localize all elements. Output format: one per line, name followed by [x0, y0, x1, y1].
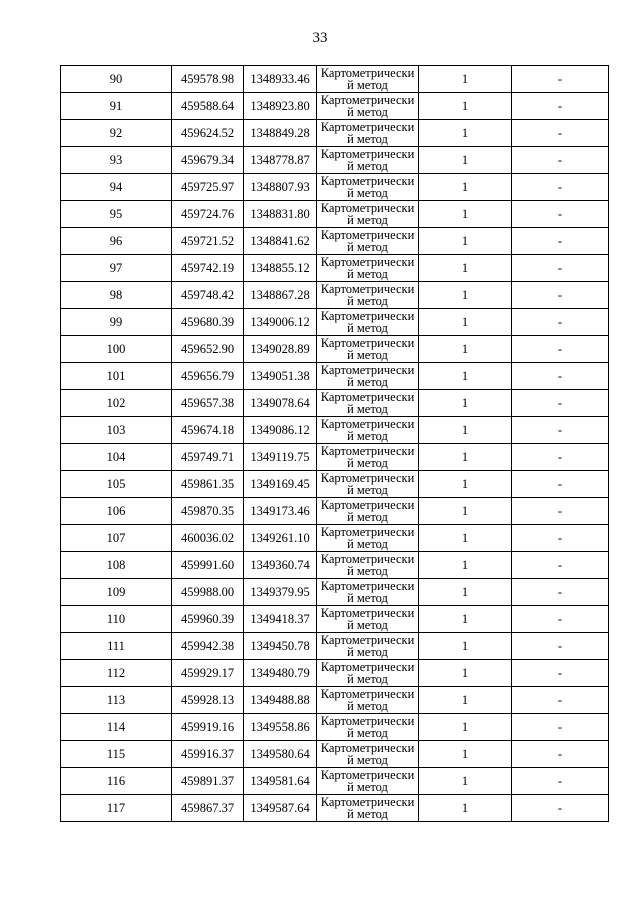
note-cell: -: [512, 336, 609, 363]
note-cell: -: [512, 525, 609, 552]
accuracy-cell: 1: [419, 606, 512, 633]
method-line: Картометрически: [320, 714, 415, 728]
note-cell: -: [512, 714, 609, 741]
note-cell: -: [512, 444, 609, 471]
accuracy-cell: 1: [419, 93, 512, 120]
method-line: й метод: [347, 294, 388, 308]
method-cell: [317, 255, 419, 282]
point-number-cell: 93: [61, 147, 172, 174]
note-cell: -: [512, 282, 609, 309]
method-cell: [317, 66, 419, 93]
point-number-cell: 111: [61, 633, 172, 660]
method-line: Картометрически: [320, 579, 415, 593]
note-cell: -: [512, 741, 609, 768]
accuracy-cell: 1: [419, 174, 512, 201]
y-coordinate-cell: 1348867.28: [244, 282, 317, 309]
note-cell: -: [512, 66, 609, 93]
method-line: й метод: [347, 105, 388, 119]
note-cell: -: [512, 579, 609, 606]
note-cell: -: [512, 795, 609, 822]
x-coordinate-cell: 459929.17: [172, 660, 244, 687]
method-line: Картометрически: [320, 147, 415, 161]
table-row: [61, 282, 609, 309]
accuracy-cell: 1: [419, 444, 512, 471]
note-cell: -: [512, 228, 609, 255]
point-number-cell: 97: [61, 255, 172, 282]
method-line: й метод: [347, 537, 388, 551]
point-number-cell: 105: [61, 471, 172, 498]
method-line: й метод: [347, 780, 388, 794]
accuracy-cell: 1: [419, 525, 512, 552]
method-cell: [317, 201, 419, 228]
point-number-cell: 91: [61, 93, 172, 120]
table-row: [61, 417, 609, 444]
x-coordinate-cell: 459679.34: [172, 147, 244, 174]
table-row: [61, 525, 609, 552]
method-line: й метод: [347, 618, 388, 632]
accuracy-cell: 1: [419, 201, 512, 228]
method-line: й метод: [347, 186, 388, 200]
accuracy-cell: 1: [419, 120, 512, 147]
method-line: й метод: [347, 159, 388, 173]
point-number-cell: 112: [61, 660, 172, 687]
method-line: Картометрически: [320, 255, 415, 269]
accuracy-cell: 1: [419, 498, 512, 525]
y-coordinate-cell: 1349418.37: [244, 606, 317, 633]
note-cell: -: [512, 309, 609, 336]
y-coordinate-cell: 1349558.86: [244, 714, 317, 741]
note-cell: -: [512, 174, 609, 201]
x-coordinate-cell: 459588.64: [172, 93, 244, 120]
point-number-cell: 107: [61, 525, 172, 552]
method-line: й метод: [347, 699, 388, 713]
y-coordinate-cell: 1348923.80: [244, 93, 317, 120]
accuracy-cell: 1: [419, 309, 512, 336]
table-row: [61, 255, 609, 282]
table-row: [61, 228, 609, 255]
method-line: й метод: [347, 753, 388, 767]
method-cell: [317, 174, 419, 201]
note-cell: -: [512, 255, 609, 282]
x-coordinate-cell: 459742.19: [172, 255, 244, 282]
point-number-cell: 94: [61, 174, 172, 201]
accuracy-cell: 1: [419, 714, 512, 741]
table-row: [61, 687, 609, 714]
point-number-cell: 117: [61, 795, 172, 822]
accuracy-cell: 1: [419, 660, 512, 687]
method-cell: [317, 768, 419, 795]
method-line: й метод: [347, 483, 388, 497]
note-cell: -: [512, 417, 609, 444]
method-line: Картометрически: [320, 444, 415, 458]
y-coordinate-cell: 1349006.12: [244, 309, 317, 336]
method-cell: [317, 795, 419, 822]
point-number-cell: 100: [61, 336, 172, 363]
method-line: й метод: [347, 591, 388, 605]
note-cell: -: [512, 498, 609, 525]
method-line: й метод: [347, 240, 388, 254]
y-coordinate-cell: 1349086.12: [244, 417, 317, 444]
method-line: Картометрически: [320, 228, 415, 242]
x-coordinate-cell: 459942.38: [172, 633, 244, 660]
accuracy-cell: 1: [419, 282, 512, 309]
accuracy-cell: 1: [419, 336, 512, 363]
x-coordinate-cell: 459724.76: [172, 201, 244, 228]
x-coordinate-cell: 459656.79: [172, 363, 244, 390]
point-number-cell: 113: [61, 687, 172, 714]
table-row: [61, 444, 609, 471]
method-line: Картометрически: [320, 768, 415, 782]
method-line: Картометрически: [320, 552, 415, 566]
method-line: Картометрически: [320, 525, 415, 539]
method-line: й метод: [347, 132, 388, 146]
x-coordinate-cell: 459578.98: [172, 66, 244, 93]
y-coordinate-cell: 1349051.38: [244, 363, 317, 390]
y-coordinate-cell: 1349169.45: [244, 471, 317, 498]
method-line: й метод: [347, 375, 388, 389]
x-coordinate-cell: 459749.71: [172, 444, 244, 471]
point-number-cell: 95: [61, 201, 172, 228]
y-coordinate-cell: 1348831.80: [244, 201, 317, 228]
method-line: Картометрически: [320, 741, 415, 755]
method-cell: [317, 93, 419, 120]
y-coordinate-cell: 1349480.79: [244, 660, 317, 687]
note-cell: -: [512, 660, 609, 687]
table-row: [61, 714, 609, 741]
accuracy-cell: 1: [419, 741, 512, 768]
x-coordinate-cell: 459928.13: [172, 687, 244, 714]
y-coordinate-cell: 1349379.95: [244, 579, 317, 606]
method-cell: [317, 417, 419, 444]
point-number-cell: 101: [61, 363, 172, 390]
table-row: [61, 741, 609, 768]
table-row: [61, 660, 609, 687]
table-row: [61, 498, 609, 525]
table-body: [61, 66, 609, 822]
method-line: Картометрически: [320, 120, 415, 134]
point-number-cell: 115: [61, 741, 172, 768]
method-cell: [317, 363, 419, 390]
x-coordinate-cell: 459988.00: [172, 579, 244, 606]
accuracy-cell: 1: [419, 255, 512, 282]
x-coordinate-cell: 459960.39: [172, 606, 244, 633]
method-cell: [317, 741, 419, 768]
point-number-cell: 116: [61, 768, 172, 795]
point-number-cell: 108: [61, 552, 172, 579]
x-coordinate-cell: 459870.35: [172, 498, 244, 525]
method-line: Картометрически: [320, 417, 415, 431]
x-coordinate-cell: 459991.60: [172, 552, 244, 579]
method-line: Картометрически: [320, 336, 415, 350]
accuracy-cell: 1: [419, 633, 512, 660]
accuracy-cell: 1: [419, 147, 512, 174]
accuracy-cell: 1: [419, 795, 512, 822]
method-cell: [317, 228, 419, 255]
x-coordinate-cell: 459721.52: [172, 228, 244, 255]
y-coordinate-cell: 1349173.46: [244, 498, 317, 525]
point-number-cell: 90: [61, 66, 172, 93]
accuracy-cell: 1: [419, 363, 512, 390]
y-coordinate-cell: 1349450.78: [244, 633, 317, 660]
accuracy-cell: 1: [419, 687, 512, 714]
note-cell: -: [512, 147, 609, 174]
method-line: Картометрически: [320, 309, 415, 323]
y-coordinate-cell: 1349360.74: [244, 552, 317, 579]
y-coordinate-cell: 1348841.62: [244, 228, 317, 255]
x-coordinate-cell: 459891.37: [172, 768, 244, 795]
table-row: [61, 579, 609, 606]
table-row: [61, 606, 609, 633]
table-row: [61, 795, 609, 822]
note-cell: -: [512, 687, 609, 714]
table-row: [61, 552, 609, 579]
y-coordinate-cell: 1348933.46: [244, 66, 317, 93]
note-cell: -: [512, 552, 609, 579]
x-coordinate-cell: 459748.42: [172, 282, 244, 309]
accuracy-cell: 1: [419, 390, 512, 417]
method-line: й метод: [347, 456, 388, 470]
point-number-cell: 96: [61, 228, 172, 255]
page-number: 33: [312, 30, 328, 46]
x-coordinate-cell: 459674.18: [172, 417, 244, 444]
note-cell: -: [512, 606, 609, 633]
x-coordinate-cell: 459916.37: [172, 741, 244, 768]
table-row: [61, 147, 609, 174]
method-line: й метод: [347, 510, 388, 524]
method-line: й метод: [347, 429, 388, 443]
accuracy-cell: 1: [419, 768, 512, 795]
accuracy-cell: 1: [419, 228, 512, 255]
method-cell: [317, 606, 419, 633]
note-cell: -: [512, 633, 609, 660]
accuracy-cell: 1: [419, 552, 512, 579]
x-coordinate-cell: 459867.37: [172, 795, 244, 822]
method-cell: [317, 552, 419, 579]
x-coordinate-cell: 459919.16: [172, 714, 244, 741]
note-cell: -: [512, 390, 609, 417]
method-cell: [317, 471, 419, 498]
note-cell: -: [512, 120, 609, 147]
x-coordinate-cell: 459725.97: [172, 174, 244, 201]
x-coordinate-cell: 459624.52: [172, 120, 244, 147]
method-line: Картометрически: [320, 201, 415, 215]
point-number-cell: 98: [61, 282, 172, 309]
method-line: й метод: [347, 807, 388, 821]
x-coordinate-cell: 459861.35: [172, 471, 244, 498]
table-row: [61, 93, 609, 120]
point-number-cell: 110: [61, 606, 172, 633]
method-line: Картометрически: [320, 795, 415, 809]
y-coordinate-cell: 1349587.64: [244, 795, 317, 822]
y-coordinate-cell: 1349028.89: [244, 336, 317, 363]
method-line: Картометрически: [320, 606, 415, 620]
method-line: й метод: [347, 564, 388, 578]
point-number-cell: 114: [61, 714, 172, 741]
note-cell: -: [512, 201, 609, 228]
accuracy-cell: 1: [419, 66, 512, 93]
y-coordinate-cell: 1349078.64: [244, 390, 317, 417]
y-coordinate-cell: 1349261.10: [244, 525, 317, 552]
method-line: й метод: [347, 348, 388, 362]
method-cell: [317, 498, 419, 525]
point-number-cell: 109: [61, 579, 172, 606]
method-line: Картометрически: [320, 390, 415, 404]
table-row: [61, 633, 609, 660]
method-cell: [317, 147, 419, 174]
method-line: Картометрически: [320, 660, 415, 674]
note-cell: -: [512, 93, 609, 120]
method-cell: [317, 336, 419, 363]
point-number-cell: 92: [61, 120, 172, 147]
table-row: [61, 471, 609, 498]
table-row: [61, 201, 609, 228]
method-cell: [317, 444, 419, 471]
note-cell: -: [512, 363, 609, 390]
method-line: Картометрически: [320, 363, 415, 377]
method-line: й метод: [347, 78, 388, 92]
point-number-cell: 106: [61, 498, 172, 525]
method-line: й метод: [347, 402, 388, 416]
table-row: [61, 309, 609, 336]
method-cell: [317, 390, 419, 417]
accuracy-cell: 1: [419, 471, 512, 498]
method-line: Картометрически: [320, 282, 415, 296]
method-line: й метод: [347, 726, 388, 740]
table-row: [61, 66, 609, 93]
method-line: Картометрически: [320, 93, 415, 107]
accuracy-cell: 1: [419, 417, 512, 444]
method-cell: [317, 714, 419, 741]
method-cell: [317, 633, 419, 660]
note-cell: -: [512, 471, 609, 498]
method-cell: [317, 309, 419, 336]
table-row: [61, 336, 609, 363]
table-row: [61, 174, 609, 201]
table-row: [61, 120, 609, 147]
point-number-cell: 102: [61, 390, 172, 417]
accuracy-cell: 1: [419, 579, 512, 606]
x-coordinate-cell: 460036.02: [172, 525, 244, 552]
y-coordinate-cell: 1349581.64: [244, 768, 317, 795]
x-coordinate-cell: 459680.39: [172, 309, 244, 336]
x-coordinate-cell: 459652.90: [172, 336, 244, 363]
method-line: й метод: [347, 321, 388, 335]
y-coordinate-cell: 1349488.88: [244, 687, 317, 714]
table-row: [61, 363, 609, 390]
method-line: Картометрически: [320, 633, 415, 647]
point-number-cell: 103: [61, 417, 172, 444]
table-row: [61, 768, 609, 795]
y-coordinate-cell: 1348807.93: [244, 174, 317, 201]
point-number-cell: 99: [61, 309, 172, 336]
y-coordinate-cell: 1349119.75: [244, 444, 317, 471]
method-cell: [317, 282, 419, 309]
method-line: Картометрически: [320, 174, 415, 188]
x-coordinate-cell: 459657.38: [172, 390, 244, 417]
method-line: й метод: [347, 645, 388, 659]
method-line: Картометрически: [320, 66, 415, 80]
method-line: Картометрически: [320, 498, 415, 512]
method-cell: [317, 660, 419, 687]
method-line: й метод: [347, 672, 388, 686]
method-cell: [317, 687, 419, 714]
coordinates-table: [60, 65, 609, 822]
note-cell: -: [512, 768, 609, 795]
method-line: Картометрически: [320, 471, 415, 485]
method-line: й метод: [347, 267, 388, 281]
y-coordinate-cell: 1348849.28: [244, 120, 317, 147]
method-cell: [317, 525, 419, 552]
y-coordinate-cell: 1348855.12: [244, 255, 317, 282]
y-coordinate-cell: 1348778.87: [244, 147, 317, 174]
method-cell: [317, 579, 419, 606]
table-row: [61, 390, 609, 417]
y-coordinate-cell: 1349580.64: [244, 741, 317, 768]
method-cell: [317, 120, 419, 147]
method-line: Картометрически: [320, 687, 415, 701]
method-line: й метод: [347, 213, 388, 227]
point-number-cell: 104: [61, 444, 172, 471]
